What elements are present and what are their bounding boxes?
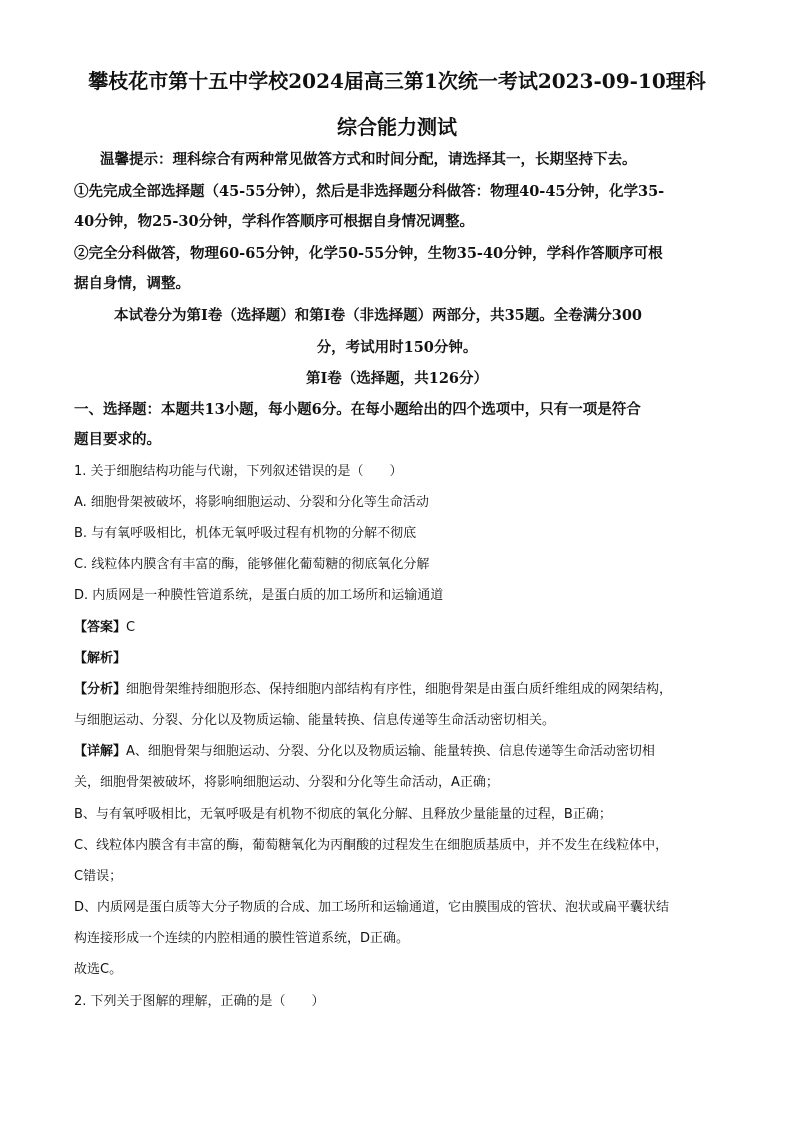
conclusion: 故选C。 [74, 962, 123, 977]
xiangjie-line-6: D、内质网是蛋白质等大分子物质的合成、加工场所和运输通道，它由膜围成的管状、泡状或扁平囊状结 [74, 900, 670, 915]
answer-line [74, 618, 135, 638]
xiangjie-line-3: B、与有氧呼吸相比，无氧呼吸是有机物不彻底的氧化分解、且释放少量能量的过程，B正确； [74, 807, 612, 822]
fenxi-line-2: 与细胞运动、分裂、分化以及物质运输、能量转换、信息传递等生命活动密切相关。 [74, 713, 556, 728]
xiangjie-line-7: 构连接形成一个连续的内腔相通的膜性管道系统，D正确。 [74, 931, 410, 946]
xiangjie-line-1 [74, 742, 655, 762]
section-heading-line-1: 一、选择题：本题共13小题，每小题6分。在每小题给出的四个选项中，只有一项是符合 [74, 401, 641, 418]
tip-line-3: 40分钟，物25-30分钟，学科作答顺序可根据自身情况调整。 [74, 213, 475, 230]
section-heading-line-2: 题目要求的。 [74, 431, 161, 448]
xiangjie-line-4: C、线粒体内膜含有丰富的酶，葡萄糖氧化为丙酮酸的过程发生在细胞质基质中，并不发生在线粒体中， [74, 838, 669, 853]
tip-line-2: ①先完成全部选择题（45-55分钟），然后是非选择题分科做答：物理40-45分钟，化学35- [74, 183, 665, 200]
fenxi-text-1: 细胞骨架维持细胞形态、保持细胞内部结构有序性，细胞骨架是由蛋白质纤维组成的网架结构， [126, 682, 673, 697]
question-1-option-c: C. 线粒体内膜含有丰富的酶，能够催化葡萄糖的彻底氧化分解 [74, 557, 430, 572]
analysis-label: 【解析】 [74, 651, 127, 666]
xiangjie-line-2: 关，细胞骨架被破坏，将影响细胞运动、分裂和分化等生命活动，A正确； [74, 775, 499, 790]
answer-label: 【答案】 [74, 620, 127, 635]
question-2-stem: 2. 下列关于图解的理解，正确的是（ ） [74, 994, 325, 1009]
fenxi-label: 【分析】 [74, 682, 127, 697]
doc-title-line-2: 综合能力测试 [337, 115, 457, 139]
intro-line-2: 分，考试用时150分钟。 [316, 339, 478, 356]
xiangjie-line-5: C错误； [74, 869, 123, 884]
tip-line-4: ②完全分科做答，物理60-65分钟，化学50-55分钟，生物35-40分钟，学科作答顺序可根 [74, 245, 663, 262]
question-1-option-d: D. 内质网是一种膜性管道系统，是蛋白质的加工场所和运输通道 [74, 588, 444, 603]
doc-title-line-1: 攀枝花市第十五中学校2024届高三第1次统一考试2023-09-10理科 [88, 69, 706, 93]
answer-value: C [126, 620, 136, 635]
question-1-option-b: B. 与有氧呼吸相比，机体无氧呼吸过程有机物的分解不彻底 [74, 526, 417, 541]
tip-line-5: 据自身情，调整。 [74, 275, 190, 292]
part-title: 第Ⅰ卷（选择题，共126分） [305, 370, 489, 387]
tip-line-1: 温馨提示：理科综合有两种常见做答方式和时间分配，请选择其一，长期坚持下去。 [100, 151, 637, 168]
xiangjie-label: 【详解】 [74, 744, 127, 759]
xiangjie-text-1: A、细胞骨架与细胞运动、分裂、分化以及物质运输、能量转换、信息传递等生命活动密切相 [126, 744, 655, 759]
question-1-stem: 1. 关于细胞结构功能与代谢，下列叙述错误的是（ ） [74, 464, 403, 479]
fenxi-line-1 [74, 680, 672, 700]
question-1-option-a: A. 细胞骨架被破坏，将影响细胞运动、分裂和分化等生命活动 [74, 495, 429, 510]
intro-line-1: 本试卷分为第Ⅰ卷（选择题）和第Ⅰ卷（非选择题）两部分，共35题。全卷满分300 [114, 307, 643, 324]
